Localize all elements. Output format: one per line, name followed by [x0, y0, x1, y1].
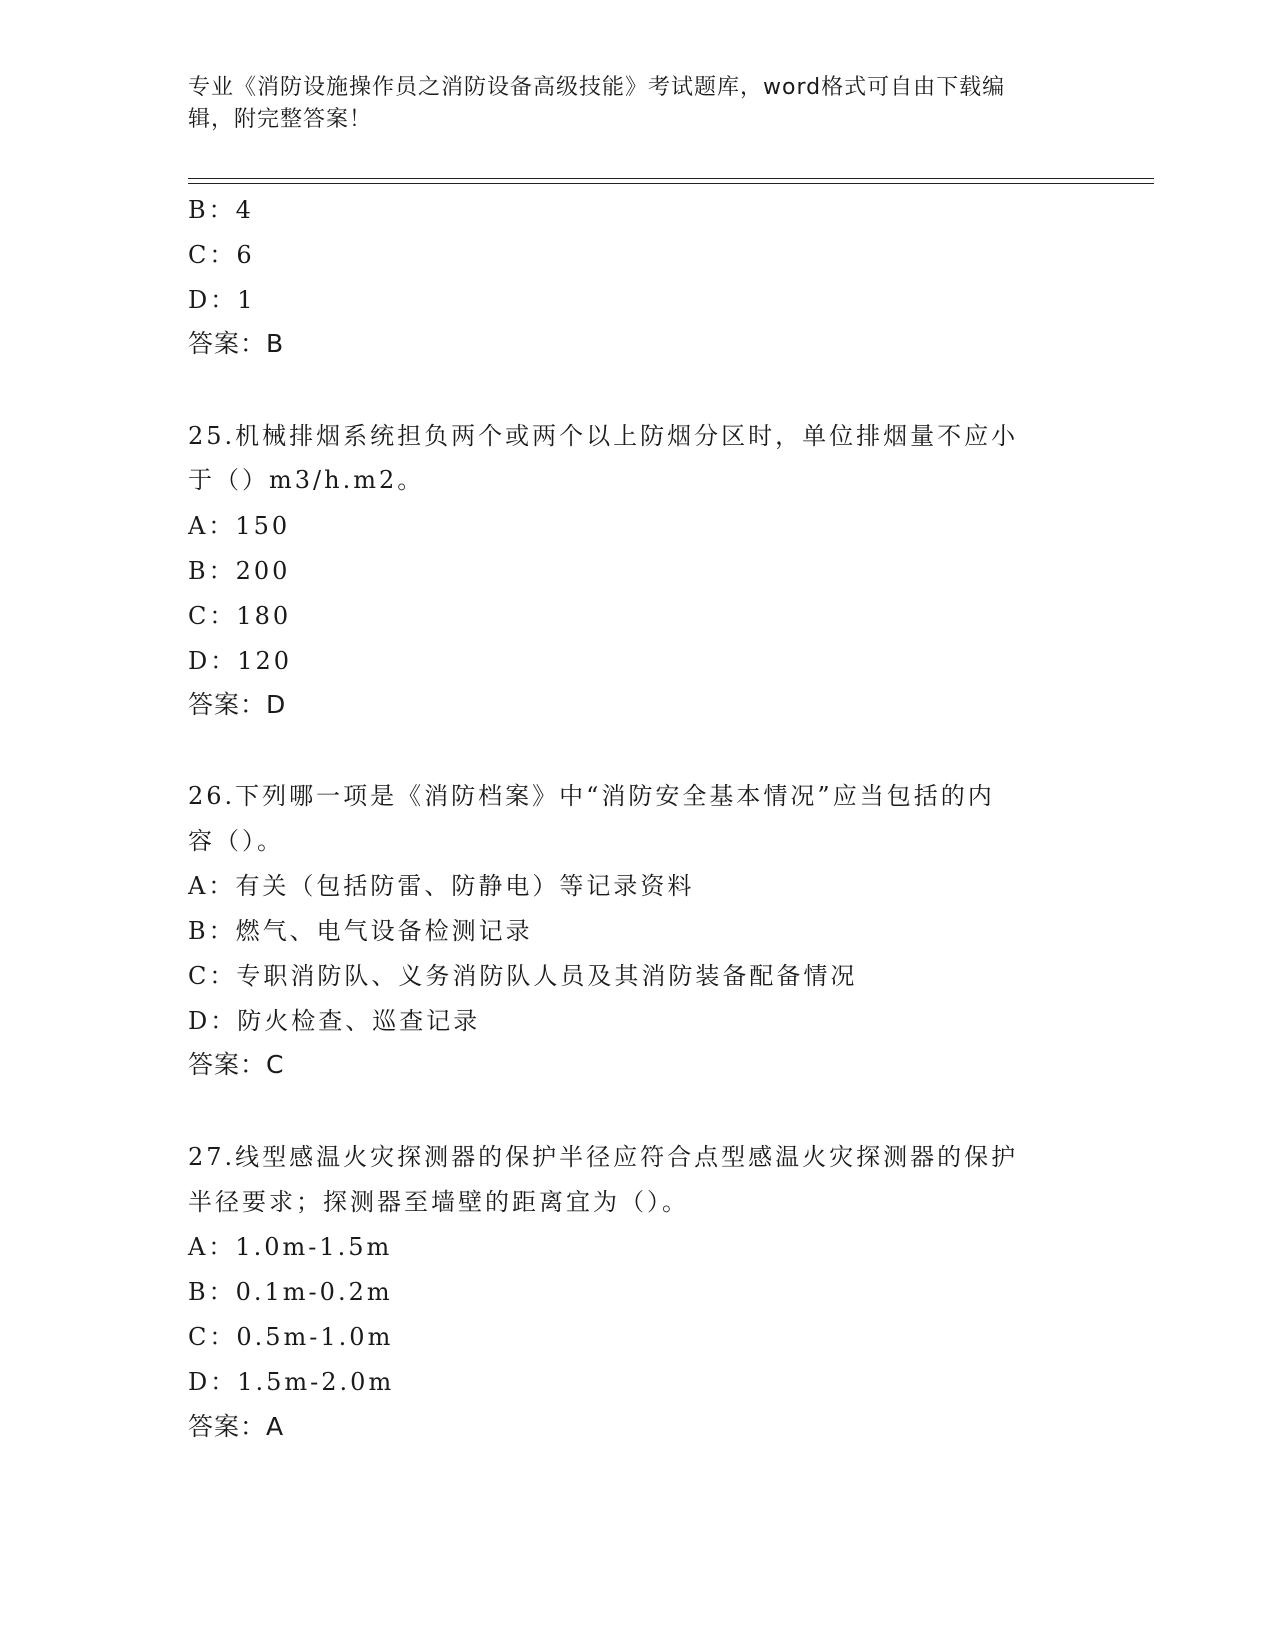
option-d: D：防火检查、巡查记录 [188, 1007, 481, 1035]
answer-line: 答案：D [188, 690, 287, 719]
question-stem-26-cont: 容（）。 [188, 827, 284, 855]
option-a: A：1.0m-1.5m [188, 1233, 393, 1261]
question-stem-25-cont: 于（）m3/h.m2。 [188, 466, 425, 494]
option-c: C：6 [188, 241, 255, 269]
question-stem-27: 27.线型感温火灾探测器的保护半径应符合点型感温火灾探测器的保护 [188, 1143, 1019, 1171]
document-header [188, 72, 1088, 136]
header-line-2: 辑，附完整答案！ [188, 107, 373, 132]
answer-line: 答案：B [188, 329, 285, 358]
header-line-1: 专业《消防设施操作员之消防设备高级技能》考试题库，word格式可自由下载编 [188, 75, 1006, 100]
question-stem-25: 25.机械排烟系统担负两个或两个以上防烟分区时，单位排烟量不应小 [188, 422, 1019, 450]
option-c: C：0.5m-1.0m [188, 1323, 394, 1351]
option-c: C：180 [188, 602, 292, 630]
option-c: C：专职消防队、义务消防队人员及其消防装备配备情况 [188, 962, 858, 990]
option-a: A：150 [188, 512, 291, 540]
question-stem-26: 26.下列哪一项是《消防档案》中“消防安全基本情况”应当包括的内 [188, 782, 995, 810]
question-stem-27-cont: 半径要求；探测器至墙壁的距离宜为（）。 [188, 1188, 689, 1216]
option-b: B：燃气、电气设备检测记录 [188, 917, 533, 945]
option-d: D：1.5m-2.0m [188, 1368, 395, 1396]
header-rule-top [188, 178, 1154, 179]
option-d: D：120 [188, 647, 293, 675]
option-d: D：1 [188, 286, 256, 314]
option-b: B：4 [188, 196, 254, 224]
option-a: A：有关（包括防雷、防静电）等记录资料 [188, 872, 695, 900]
option-b: B：0.1m-0.2m [188, 1278, 393, 1306]
option-b: B：200 [188, 557, 291, 585]
header-rule-bottom [188, 183, 1154, 184]
answer-line: 答案：A [188, 1412, 285, 1441]
answer-line: 答案：C [188, 1050, 285, 1079]
